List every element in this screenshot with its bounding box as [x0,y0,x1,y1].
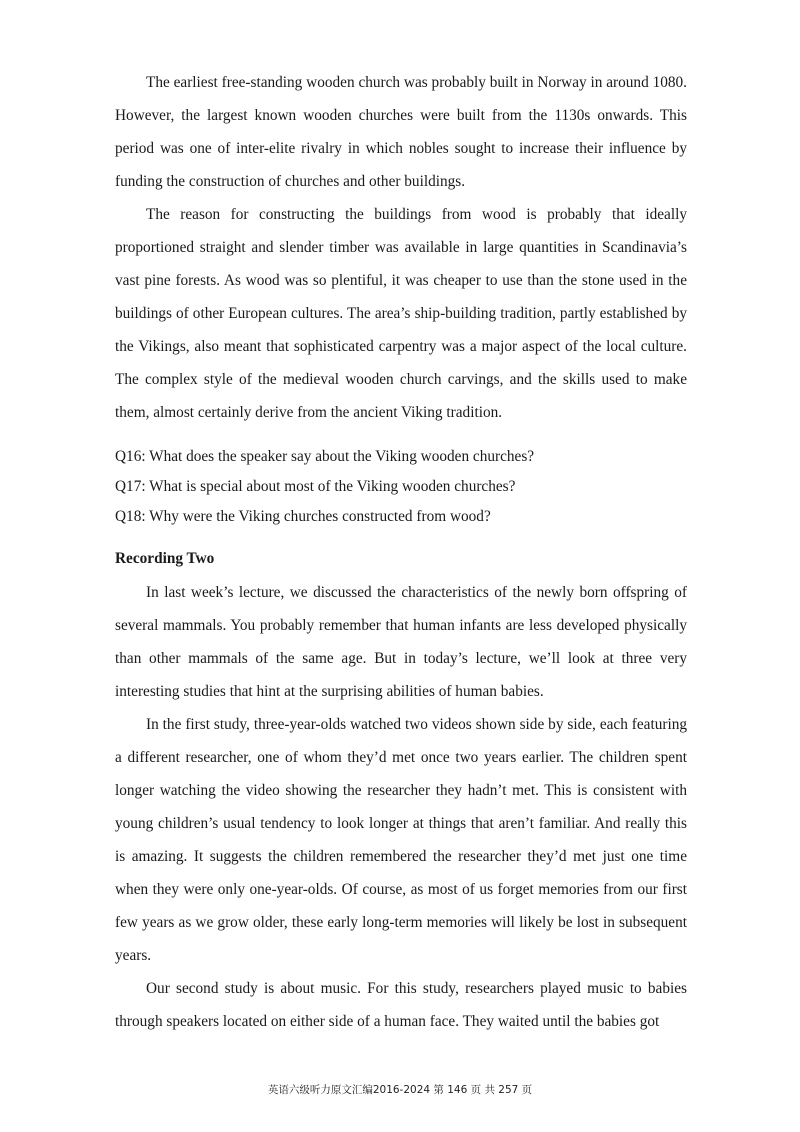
question-list [115,442,687,532]
paragraph: The reason for constructing the buildings from wood is probably that ideally proportioned straight and slender timber was available in large quantities in Scandinavia’s vast pine forests. As wood was so plentiful, it was cheaper to use than the stone used in the buildings of other European cultures. The area’s ship-building tradition, partly established by the Vikings, also meant that sophisticated carpentry was a major aspect of the local culture. The complex style of the medieval wooden church carvings, and the skills used to make them, almost certainly derive from the ancient Viking tradition. [115,206,687,421]
paragraph: Our second study is about music. For this study, researchers played music to babies through speakers located on either side of a human face. They waited until the babies got [115,980,687,1030]
paragraph: The earliest free-standing wooden church was probably built in Norway in around 1080. However, the largest known wooden churches were built from the 1130s onwards. This period was one of inter-elite rivalry in which nobles sought to increase their influence by funding the construction of churches and other buildings. [115,74,687,190]
question-item: Q18: Why were the Viking churches constructed from wood? [115,508,491,525]
question-item: Q17: What is special about most of the Viking wooden churches? [115,478,516,495]
document-body [115,66,687,1038]
paragraph: In last week’s lecture, we discussed the characteristics of the newly born offspring of several mammals. You probably remember that human infants are less developed physically than other mammals of the same age. But in today’s lecture, we’ll look at three very interesting studies that hint at the surprising abilities of human babies. [115,584,687,700]
page-footer: 英语六级听力原文汇编2016-2024 第 146 页 共 257 页 [267,1084,533,1096]
section-heading: Recording Two [115,550,215,567]
paragraph: In the first study, three-year-olds watched two videos shown side by side, each featuring a different researcher, one of whom they’d met once two years earlier. The children spent longer watching the video showing the researcher they hadn’t met. This is consistent with young children’s usual tendency to look longer at things that aren’t familiar. And really this is amazing. It suggests the children remembered the researcher they’d met just one time when they were only one-year-olds. Of course, as most of us forget memories from our first few years as we grow older, these early long-term memories will likely be lost in subsequent years. [115,716,687,964]
question-item: Q16: What does the speaker say about the Viking wooden churches? [115,448,535,465]
